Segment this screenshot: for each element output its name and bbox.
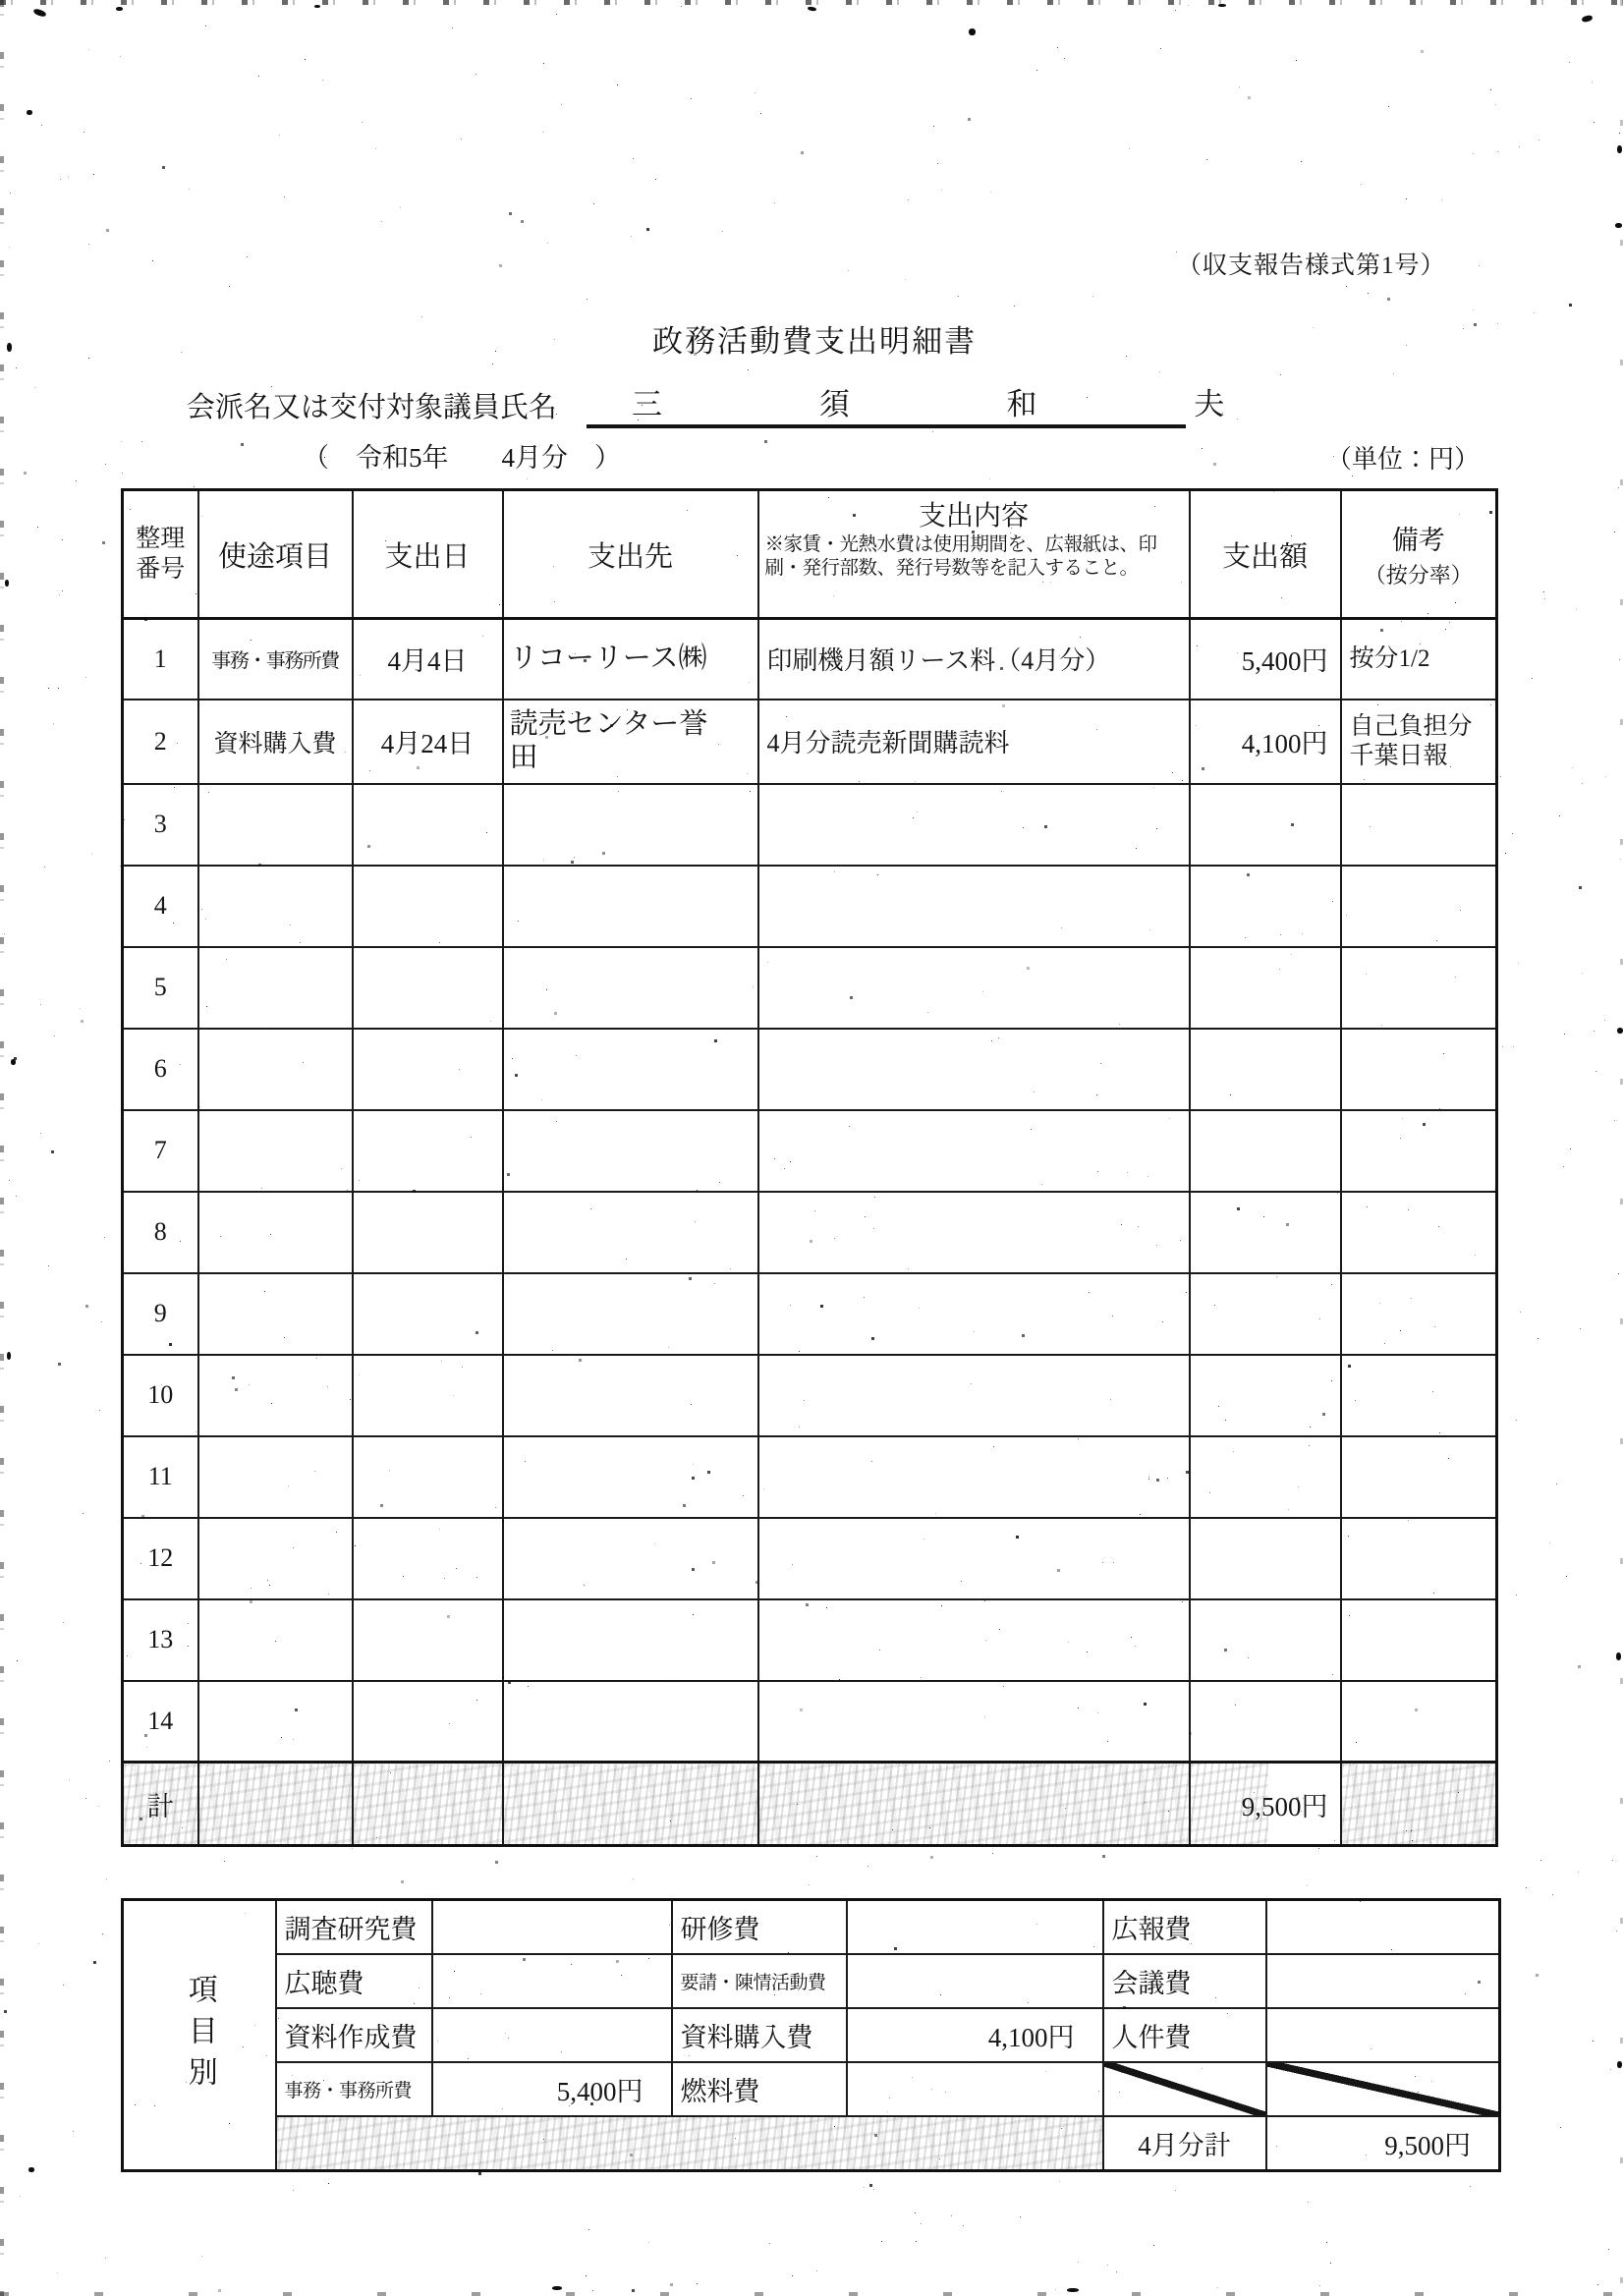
payee-cell	[503, 1029, 758, 1110]
crossed-out-cell	[1266, 2062, 1500, 2116]
description-cell	[758, 1436, 1190, 1518]
scan-artifact-blob	[11, 1059, 16, 1065]
amount-cell	[1190, 1355, 1341, 1436]
total-description-cell	[758, 1763, 1190, 1846]
description-cell	[758, 1518, 1190, 1599]
remarks-cell	[1341, 1192, 1497, 1273]
description-cell	[758, 1355, 1190, 1436]
col-header-description-note: ※家賃・光熱水費は使用期間を、広報紙は、印刷・発行部数、発行号数等を記入すること。	[764, 534, 1157, 579]
payee-cell: 読売センター誉田	[503, 700, 758, 784]
row-number-cell: 1	[123, 619, 198, 700]
payee-cell	[503, 1681, 758, 1763]
category-value-cell	[847, 1954, 1103, 2008]
category-value-cell	[847, 1900, 1103, 1955]
row-number-cell: 8	[123, 1192, 198, 1273]
scan-artifact-blob	[969, 28, 976, 35]
month-total-label: 4月分計	[1103, 2116, 1266, 2171]
expense-row	[123, 1518, 1497, 1599]
total-category-cell	[198, 1763, 353, 1846]
total-remarks-cell	[1341, 1763, 1497, 1846]
total-date-cell	[353, 1763, 503, 1846]
expense-row	[123, 700, 1497, 784]
payee-cell: リコーリース㈱	[503, 619, 758, 700]
col-header-category: 使途項目	[198, 490, 353, 619]
description-cell	[758, 1273, 1190, 1355]
category-value-cell	[847, 2062, 1103, 2116]
col-header-number: 整理番号	[123, 490, 198, 619]
expense-row	[123, 1599, 1497, 1681]
payee-cell	[503, 1192, 758, 1273]
scan-artifact-blob	[808, 6, 817, 12]
payee-cell	[503, 1518, 758, 1599]
row-number-cell: 7	[123, 1110, 198, 1192]
row-number-cell: 12	[123, 1518, 198, 1599]
row-number-cell: 11	[123, 1436, 198, 1518]
expense-total-row	[123, 1763, 1497, 1846]
amount-cell	[1190, 1029, 1341, 1110]
col-header-amount: 支出額	[1190, 490, 1341, 619]
date-cell	[353, 1599, 503, 1681]
category-cell	[198, 1355, 353, 1436]
scan-artifact-blob	[1617, 2061, 1622, 2068]
category-label-cell: 調査研究費	[276, 1900, 432, 1955]
expense-row	[123, 784, 1497, 866]
category-cell	[198, 1681, 353, 1763]
col-header-remarks	[1341, 490, 1497, 619]
scan-artifact-blob	[1581, 15, 1593, 24]
scan-artifact-blob	[32, 8, 46, 18]
date-cell	[353, 866, 503, 947]
category-label-cell: 資料作成費	[276, 2008, 432, 2062]
page-title: 政務活動費支出明細書	[652, 324, 977, 359]
remarks-cell	[1341, 1355, 1497, 1436]
date-cell: 4月4日	[353, 619, 503, 700]
amount-cell	[1190, 1436, 1341, 1518]
category-cell	[198, 1599, 353, 1681]
category-cell	[198, 947, 353, 1029]
category-value-cell	[432, 1954, 672, 2008]
remarks-cell	[1341, 1273, 1497, 1355]
row-number-cell: 2	[123, 700, 198, 784]
date-cell	[353, 1029, 503, 1110]
col-header-date: 支出日	[353, 490, 503, 619]
category-cell: 事務・事務所費	[198, 619, 353, 700]
scan-artifact-blob	[314, 5, 320, 8]
col-header-description	[758, 490, 1190, 619]
category-axis-cell	[123, 1900, 276, 2171]
amount-cell	[1190, 866, 1341, 947]
category-summary-table	[121, 1898, 1498, 2172]
remarks-cell: 自己負担分千葉日報	[1341, 700, 1497, 784]
scan-artifact-blob	[27, 110, 32, 115]
category-cell	[198, 1110, 353, 1192]
expense-row	[123, 866, 1497, 947]
row-number-cell: 14	[123, 1681, 198, 1763]
category-row	[123, 2062, 1500, 2116]
expense-row	[123, 947, 1497, 1029]
payee-cell	[503, 1110, 758, 1192]
expense-header-row	[123, 490, 1497, 619]
date-cell	[353, 1681, 503, 1763]
total-amount-cell: 9,500円	[1190, 1763, 1341, 1846]
category-cell	[198, 1192, 353, 1273]
description-cell: 印刷機月額リース料（4月分）	[758, 619, 1190, 700]
category-value-cell	[1266, 1954, 1500, 2008]
expense-row	[123, 1681, 1497, 1763]
category-cell	[198, 784, 353, 866]
remarks-cell	[1341, 866, 1497, 947]
remarks-cell	[1341, 784, 1497, 866]
category-label-cell: 資料購入費	[672, 2008, 847, 2062]
category-cell	[198, 1436, 353, 1518]
description-cell	[758, 1192, 1190, 1273]
payee-cell	[503, 866, 758, 947]
row-number-cell: 6	[123, 1029, 198, 1110]
remarks-cell	[1341, 1436, 1497, 1518]
col-header-remarks-sub: （按分率）	[1364, 563, 1473, 588]
category-cell	[198, 1273, 353, 1355]
category-axis-label: 項目別	[183, 1973, 216, 2098]
scan-artifact-blob	[5, 580, 9, 587]
unit-note: （単位：円）	[1326, 445, 1481, 474]
expense-table	[121, 488, 1495, 1847]
category-label-cell: 要請・陳情活動費	[672, 1954, 847, 2008]
date-cell	[353, 784, 503, 866]
scan-artifact-blob	[1616, 1652, 1621, 1660]
amount-cell	[1190, 947, 1341, 1029]
scan-noise-speckles	[0, 0, 1, 1]
category-row	[123, 1900, 1500, 1955]
category-value-cell: 5,400円	[432, 2062, 672, 2116]
category-label-cell: 人件費	[1103, 2008, 1266, 2062]
date-cell	[353, 1436, 503, 1518]
category-label-cell: 研修費	[672, 1900, 847, 1955]
date-cell	[353, 1518, 503, 1599]
row-number-cell: 9	[123, 1273, 198, 1355]
date-cell	[353, 1273, 503, 1355]
scan-edge-artifact-top	[0, 0, 1623, 5]
scan-artifact-blob	[552, 2286, 562, 2290]
date-cell	[353, 1110, 503, 1192]
expense-row	[123, 1273, 1497, 1355]
remarks-cell	[1341, 1110, 1497, 1192]
expense-row	[123, 1110, 1497, 1192]
description-cell	[758, 1110, 1190, 1192]
category-cell	[198, 1518, 353, 1599]
remarks-cell	[1341, 1599, 1497, 1681]
form-number: （収支報告様式第1号）	[1177, 252, 1446, 279]
category-label-cell: 会議費	[1103, 1954, 1266, 2008]
member-name-label: 会派名又は交付対象議員氏名	[187, 392, 558, 423]
total-payee-cell	[503, 1763, 758, 1846]
expense-row	[123, 1355, 1497, 1436]
description-cell	[758, 784, 1190, 866]
description-cell	[758, 866, 1190, 947]
remarks-cell	[1341, 947, 1497, 1029]
scan-edge-artifact-bottom	[0, 2292, 1623, 2296]
row-number-cell: 4	[123, 866, 198, 947]
scan-artifact-blob	[1615, 223, 1622, 228]
amount-cell: 4,100円	[1190, 700, 1341, 784]
payee-cell	[503, 1436, 758, 1518]
date-cell	[353, 947, 503, 1029]
category-total-row	[123, 2116, 1500, 2171]
category-value-cell	[1266, 2008, 1500, 2062]
category-total-filler-cell	[276, 2116, 1103, 2171]
scan-artifact-blob	[1218, 4, 1226, 7]
amount-cell	[1190, 1599, 1341, 1681]
member-name-underline	[587, 373, 1280, 428]
description-cell	[758, 1599, 1190, 1681]
remarks-cell	[1341, 1518, 1497, 1599]
crossed-out-cell	[1103, 2062, 1266, 2116]
description-cell	[758, 1681, 1190, 1763]
col-header-remarks-main: 備考	[1391, 526, 1445, 555]
category-label-cell: 燃料費	[672, 2062, 847, 2116]
category-label-cell: 事務・事務所費	[276, 2062, 432, 2116]
category-label-cell: 広報費	[1103, 1900, 1266, 1955]
category-label-cell: 広聴費	[276, 1954, 432, 2008]
scan-artifact-blob	[1067, 2288, 1079, 2292]
row-number-cell: 13	[123, 1599, 198, 1681]
payee-cell	[503, 1355, 758, 1436]
amount-cell	[1190, 1192, 1341, 1273]
payee-cell	[503, 1599, 758, 1681]
amount-cell	[1190, 1273, 1341, 1355]
amount-cell	[1190, 1110, 1341, 1192]
month-total-amount: 9,500円	[1266, 2116, 1500, 2171]
col-header-payee: 支出先	[503, 490, 758, 619]
scan-artifact-blob	[7, 1352, 11, 1360]
remarks-cell	[1341, 1029, 1497, 1110]
description-cell: 4月分読売新聞購読料	[758, 700, 1190, 784]
description-cell	[758, 1029, 1190, 1110]
amount-cell	[1190, 1518, 1341, 1599]
category-row	[123, 1954, 1500, 2008]
description-cell	[758, 947, 1190, 1029]
payee-cell	[503, 1273, 758, 1355]
row-number-cell: 3	[123, 784, 198, 866]
category-value-cell: 4,100円	[847, 2008, 1103, 2062]
scan-artifact-blob	[28, 2167, 34, 2172]
remarks-cell: 按分1/2	[1341, 619, 1497, 700]
expense-row	[123, 1192, 1497, 1273]
category-value-cell	[432, 2008, 672, 2062]
expense-row	[123, 619, 1497, 700]
category-cell: 資料購入費	[198, 700, 353, 784]
member-name-value: 三 須 和 夫	[632, 387, 1280, 421]
category-value-cell	[1266, 1900, 1500, 1955]
date-cell	[353, 1192, 503, 1273]
amount-cell: 5,400円	[1190, 619, 1341, 700]
total-label-cell: 計	[123, 1763, 198, 1846]
report-period: （ 令和5年 4月分 ）	[303, 443, 621, 473]
category-row	[123, 2008, 1500, 2062]
row-number-cell: 10	[123, 1355, 198, 1436]
category-cell	[198, 866, 353, 947]
expense-row	[123, 1029, 1497, 1110]
date-cell: 4月24日	[353, 700, 503, 784]
col-header-description-title: 支出内容	[918, 501, 1029, 532]
remarks-cell	[1341, 1681, 1497, 1763]
expense-row	[123, 1436, 1497, 1518]
amount-cell	[1190, 784, 1341, 866]
scan-edge-artifact-left	[0, 0, 4, 2296]
payee-cell	[503, 784, 758, 866]
category-cell	[198, 1029, 353, 1110]
row-number-cell: 5	[123, 947, 198, 1029]
date-cell	[353, 1355, 503, 1436]
scan-artifact-blob	[1617, 1028, 1623, 1034]
amount-cell	[1190, 1681, 1341, 1763]
scan-artifact-blob	[1617, 145, 1622, 153]
payee-cell	[503, 947, 758, 1029]
scan-artifact-blob	[116, 7, 123, 11]
category-value-cell	[432, 1900, 672, 1955]
scan-artifact-blob	[7, 343, 12, 352]
